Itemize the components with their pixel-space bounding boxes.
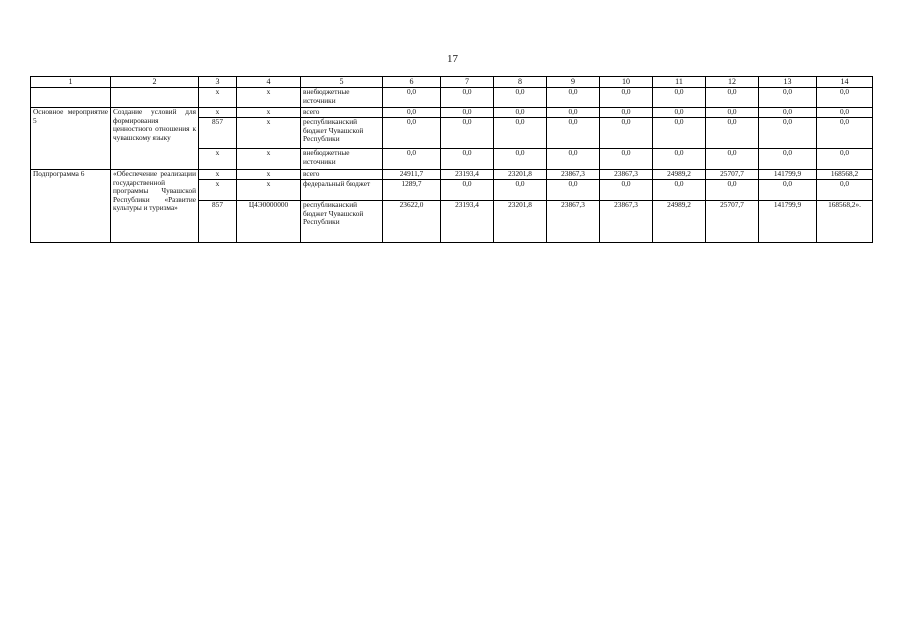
cell-value: 0,0 (759, 108, 817, 118)
cell-grbs: х (199, 180, 237, 201)
cell-value: 23201,8 (494, 170, 547, 180)
table-row (31, 88, 873, 108)
cell-grbs: 857 (199, 201, 237, 243)
col-header: 10 (600, 77, 653, 88)
cell-source: внебюджетные источники (301, 88, 383, 108)
cell-value: 23867,3 (600, 201, 653, 243)
cell-value: 168568,2 (817, 170, 873, 180)
cell-value: 0,0 (383, 149, 441, 170)
cell-value: 0,0 (441, 180, 494, 201)
cell-value: 0,0 (383, 118, 441, 149)
cell-source: республиканский бюджет Чувашской Республики (301, 201, 383, 243)
cell-value: 25707,7 (706, 201, 759, 243)
cell-value: 24911,7 (383, 170, 441, 180)
col-header: 1 (31, 77, 111, 88)
cell-value: 23867,3 (547, 201, 600, 243)
cell-value: 168568,2». (817, 201, 873, 243)
cell-code: х (237, 88, 301, 108)
cell-code: х (237, 108, 301, 118)
cell-activity-title: Создание условий для формирования ценностного отношения к чувашскому языку (111, 108, 199, 170)
cell-value: 25707,7 (706, 170, 759, 180)
col-header: 12 (706, 77, 759, 88)
cell-value: 0,0 (383, 88, 441, 108)
cell-value: 23193,4 (441, 170, 494, 180)
cell-value: 0,0 (706, 88, 759, 108)
cell-value: 0,0 (759, 88, 817, 108)
col-header: 11 (653, 77, 706, 88)
cell-value: 0,0 (653, 180, 706, 201)
col-header: 13 (759, 77, 817, 88)
cell-value: 0,0 (706, 180, 759, 201)
cell-code: Ц4Э0000000 (237, 201, 301, 243)
cell-value: 0,0 (817, 118, 873, 149)
cell-value: 0,0 (547, 180, 600, 201)
col-header: 14 (817, 77, 873, 88)
cell-value: 0,0 (494, 88, 547, 108)
cell-value: 0,0 (600, 180, 653, 201)
cell-value: 23622,0 (383, 201, 441, 243)
col-header: 2 (111, 77, 199, 88)
cell-value: 0,0 (817, 149, 873, 170)
cell-value: 0,0 (653, 88, 706, 108)
col-header: 5 (301, 77, 383, 88)
cell-value: 0,0 (759, 118, 817, 149)
col-header: 7 (441, 77, 494, 88)
cell-value: 0,0 (441, 108, 494, 118)
cell-value: 0,0 (494, 180, 547, 201)
cell-value: 0,0 (441, 149, 494, 170)
cell-code: х (237, 170, 301, 180)
cell-source: всего (301, 108, 383, 118)
page-number: 17 (447, 53, 458, 65)
cell-value: 0,0 (441, 118, 494, 149)
cell-value: 0,0 (653, 149, 706, 170)
cell-value: 0,0 (547, 88, 600, 108)
cell-value: 0,0 (547, 149, 600, 170)
col-header: 4 (237, 77, 301, 88)
cell-value: 0,0 (547, 118, 600, 149)
cell-value: 0,0 (383, 108, 441, 118)
cell-value: 0,0 (817, 108, 873, 118)
cell-source: внебюджетные источники (301, 149, 383, 170)
cell-value: 23201,8 (494, 201, 547, 243)
cell-value: 0,0 (494, 118, 547, 149)
cell-value: 0,0 (441, 88, 494, 108)
cell-value: 24989,2 (653, 201, 706, 243)
cell-value: 24989,2 (653, 170, 706, 180)
cell-grbs: 857 (199, 118, 237, 149)
cell-grbs: х (199, 88, 237, 108)
cell-value: 141799,9 (759, 170, 817, 180)
cell-empty (111, 88, 199, 108)
cell-value: 0,0 (706, 108, 759, 118)
cell-value: 23193,4 (441, 201, 494, 243)
cell-activity-title: «Обеспечение реализации государственной программы Чувашской Республики «Развитие культуры и туризма» (111, 170, 199, 243)
cell-value: 0,0 (706, 118, 759, 149)
cell-value: 0,0 (600, 149, 653, 170)
cell-empty (31, 88, 111, 108)
cell-value: 0,0 (494, 108, 547, 118)
cell-value: 0,0 (653, 108, 706, 118)
budget-table (30, 76, 873, 243)
table-row (31, 170, 873, 180)
cell-value: 0,0 (600, 108, 653, 118)
cell-value: 0,0 (600, 88, 653, 108)
cell-value: 23867,3 (600, 170, 653, 180)
cell-value: 0,0 (817, 88, 873, 108)
cell-value: 0,0 (759, 149, 817, 170)
cell-value: 0,0 (600, 118, 653, 149)
cell-activity: Подпрограмма 6 (31, 170, 111, 243)
cell-code: х (237, 149, 301, 170)
cell-grbs: х (199, 170, 237, 180)
cell-activity: Основное мероприятие 5 (31, 108, 111, 170)
cell-grbs: х (199, 108, 237, 118)
cell-value: 0,0 (494, 149, 547, 170)
col-header: 8 (494, 77, 547, 88)
col-header: 9 (547, 77, 600, 88)
col-header: 6 (383, 77, 441, 88)
header-row (31, 77, 873, 88)
cell-grbs: х (199, 149, 237, 170)
cell-value: 0,0 (547, 108, 600, 118)
col-header: 3 (199, 77, 237, 88)
cell-value: 0,0 (817, 180, 873, 201)
cell-value: 0,0 (653, 118, 706, 149)
cell-code: х (237, 180, 301, 201)
cell-value: 1289,7 (383, 180, 441, 201)
cell-value: 0,0 (706, 149, 759, 170)
cell-source: республиканский бюджет Чувашской Республики (301, 118, 383, 149)
cell-value: 23867,3 (547, 170, 600, 180)
cell-source: федеральный бюджет (301, 180, 383, 201)
table-row (31, 108, 873, 118)
cell-value: 0,0 (759, 180, 817, 201)
cell-value: 141799,9 (759, 201, 817, 243)
cell-source: всего (301, 170, 383, 180)
cell-code: х (237, 118, 301, 149)
